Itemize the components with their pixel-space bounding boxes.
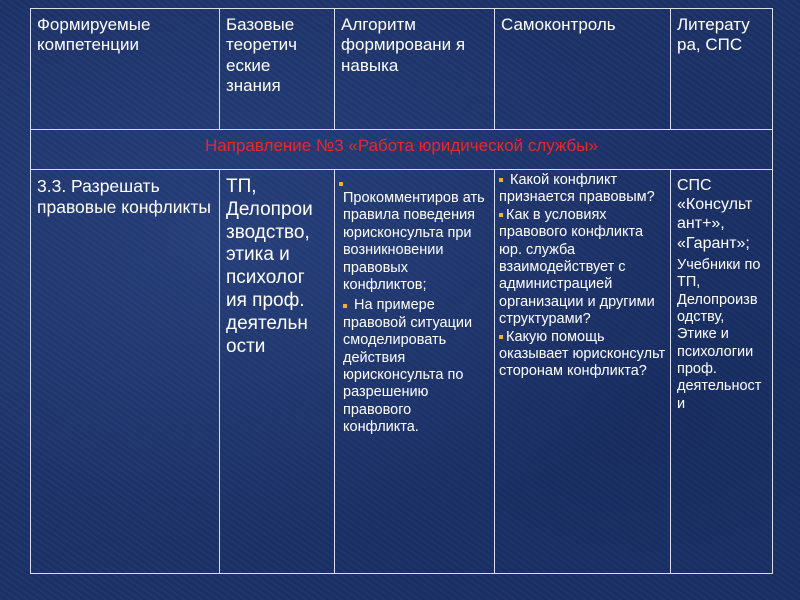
knowledge-cell: ТП, Делопрои зводство, этика и психолог ия проф. деятельн ости — [220, 170, 335, 574]
bullet-icon — [499, 335, 503, 339]
bullet-icon — [343, 304, 347, 308]
header-row — [31, 9, 773, 130]
literature-cell — [671, 170, 773, 574]
content-row — [31, 170, 773, 574]
literature-item: Учебники по ТП, Делопроизв одству, Этике и психологии проф. деятельност и — [677, 256, 762, 412]
self-control-item: Как в условиях правового конфликта юр. служба взаимодействует с администрацией организации и другими структурами? — [499, 206, 655, 328]
bullet-icon — [339, 182, 343, 186]
competence-cell: 3.3. Разрешать правовые конфликты — [31, 170, 220, 574]
header-literature: Литерату ра, СПС — [671, 9, 773, 130]
self-control-item: Какой конфликт признается правовым? — [499, 172, 655, 206]
self-control-cell — [495, 170, 671, 574]
section-title: Направление №3 «Работа юридической службы» — [31, 130, 773, 170]
header-self-control: Самоконтроль — [495, 9, 671, 130]
self-control-item: Какую помощь оказывает юрисконсульт сторонам конфликта? — [499, 328, 666, 380]
algorithm-item: На примере правовой ситуации смоделировать действия юрисконсульта по разрешению правового конфликта. — [343, 297, 473, 436]
section-row — [31, 130, 773, 170]
bullet-icon — [499, 178, 503, 182]
algorithm-cell — [335, 170, 495, 574]
algorithm-item: Прокомментиров ать правила поведения юрисконсульта при возникновении правовых конфликтов; — [343, 190, 485, 293]
competence-table — [30, 8, 773, 574]
header-competences: Формируемые компетенции — [31, 9, 220, 130]
header-knowledge: Базовые теоретич еские знания — [220, 9, 335, 130]
bullet-icon — [499, 213, 503, 217]
header-algorithm: Алгоритм формировани я навыка — [335, 9, 495, 130]
literature-item: СПС «Консульт ант+», «Гарант»; — [677, 177, 753, 252]
